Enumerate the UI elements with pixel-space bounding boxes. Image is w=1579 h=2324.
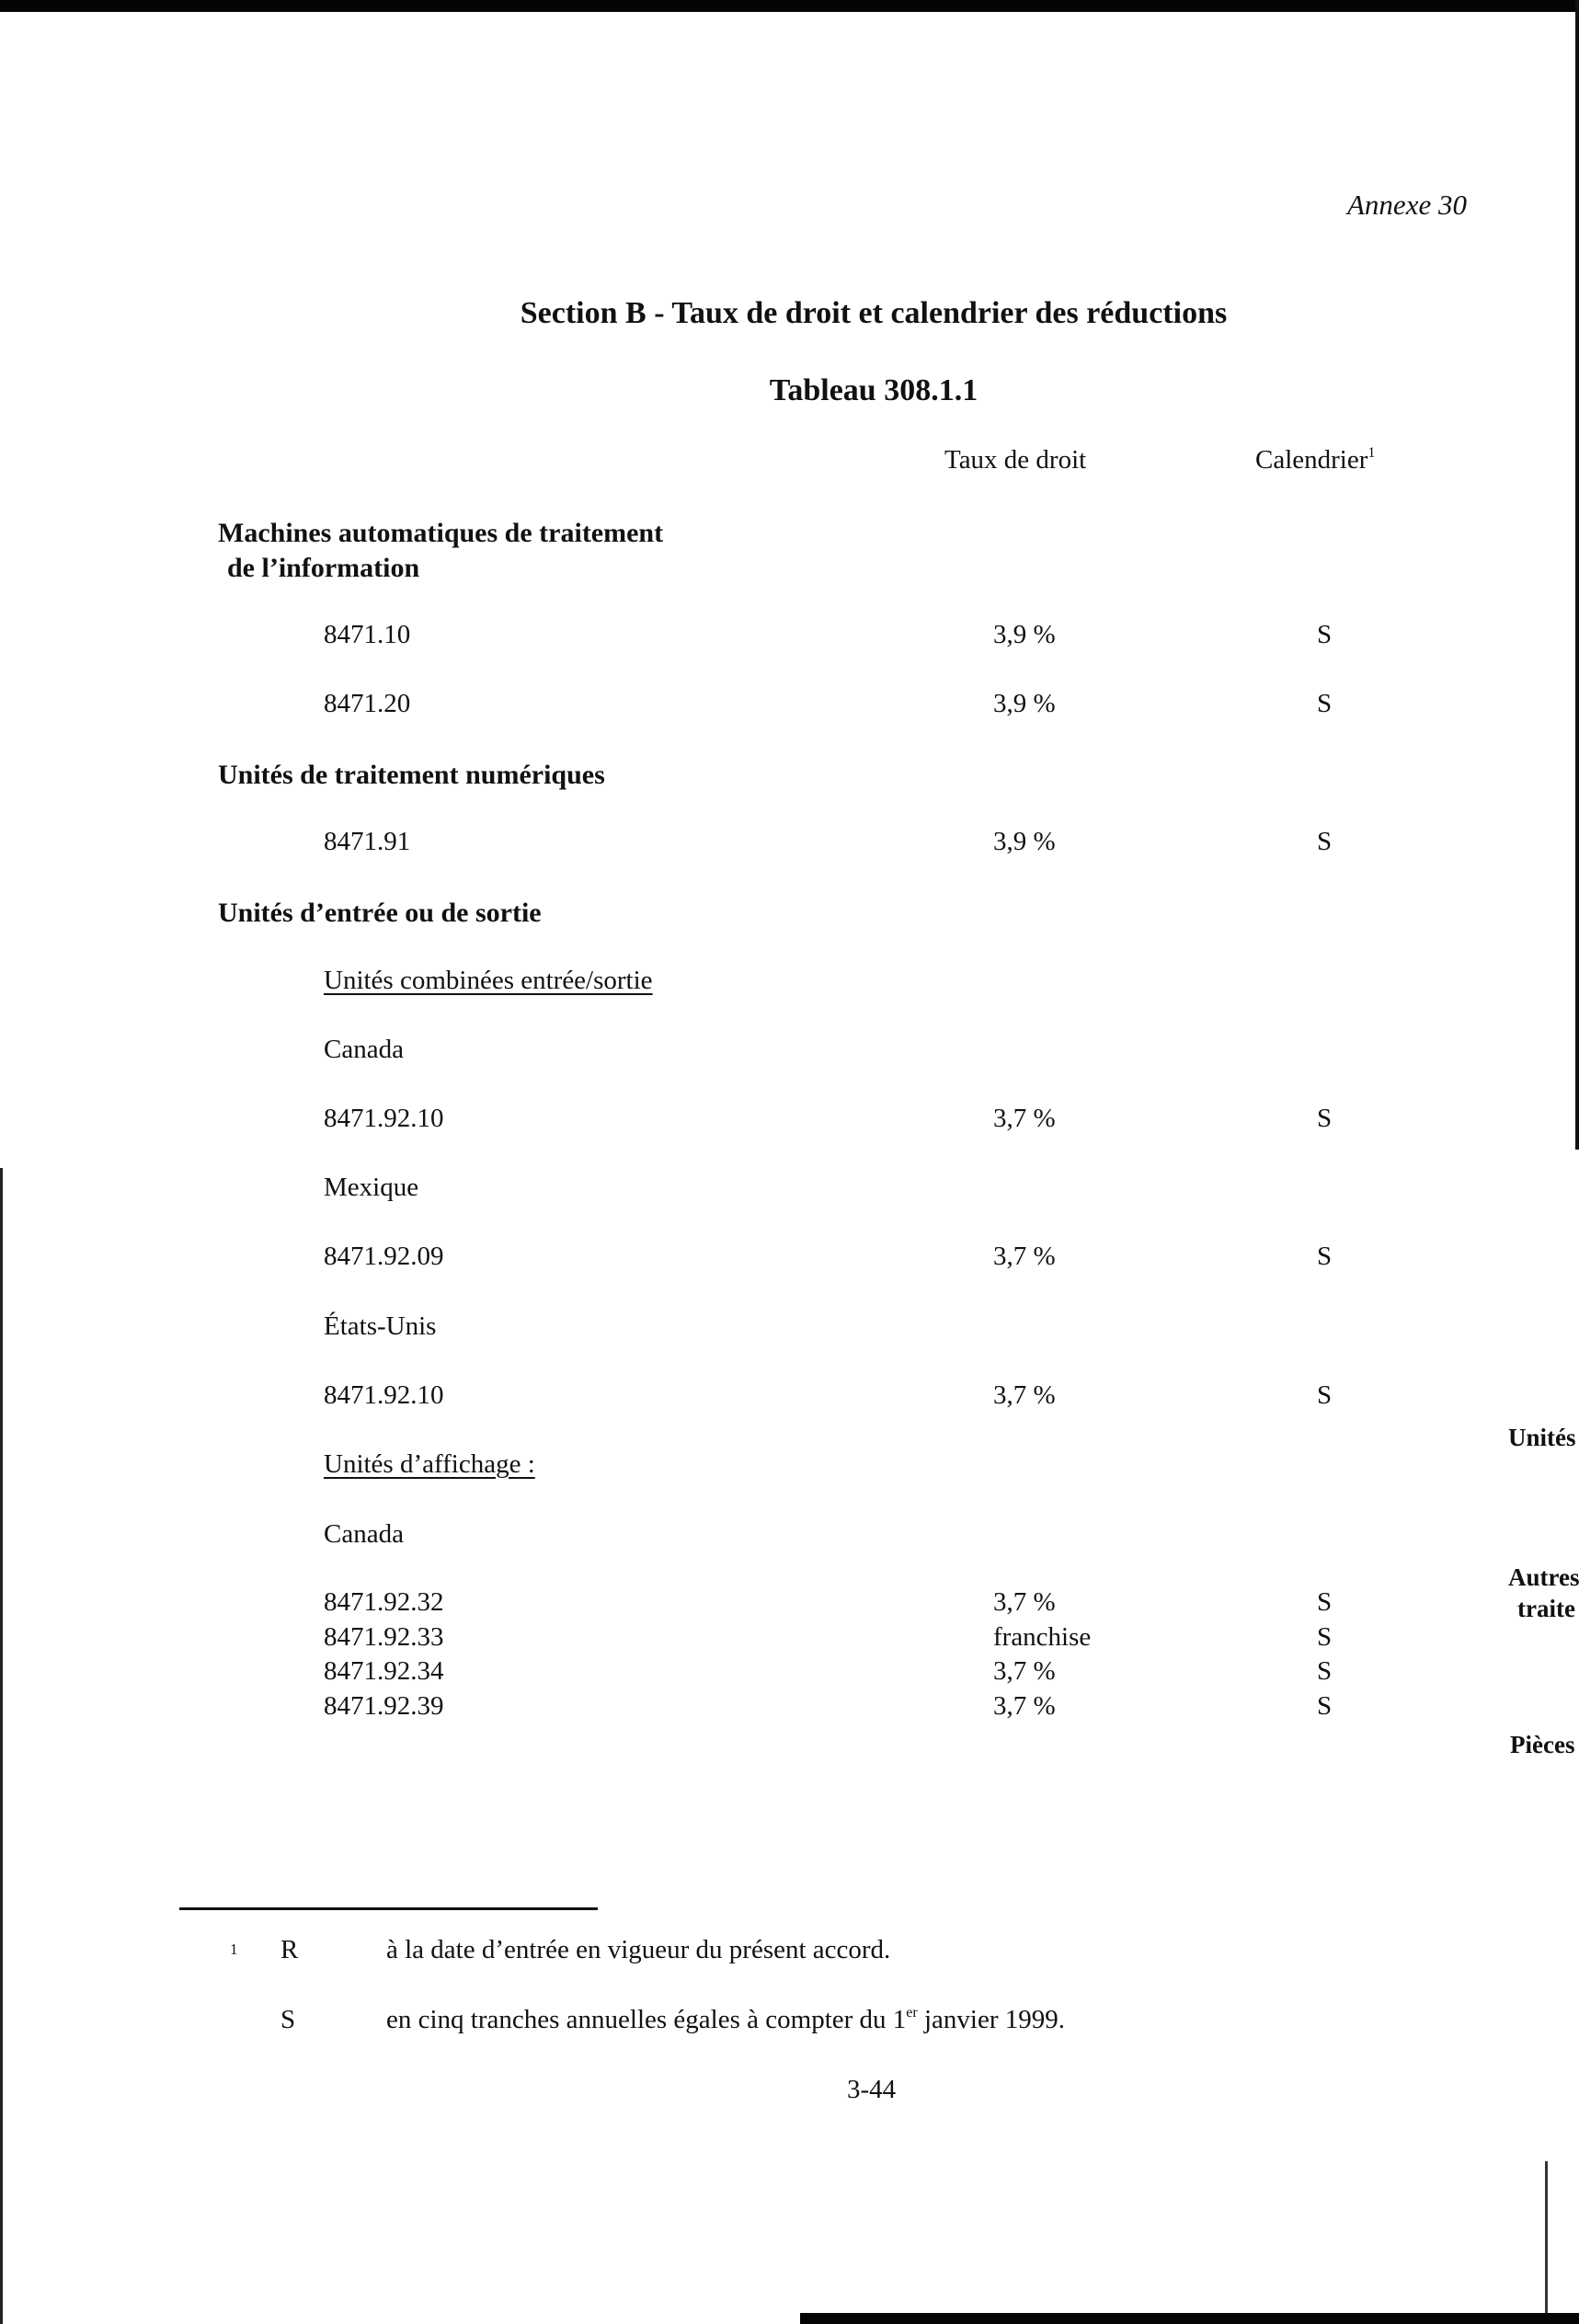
duty-rate: 3,7 % bbox=[993, 1691, 1056, 1721]
footnote-text-r: à la date d’entrée en vigueur du présent accord. bbox=[386, 1935, 891, 1964]
table-row bbox=[0, 827, 1579, 862]
table-row bbox=[0, 1691, 1579, 1726]
schedule-code: S bbox=[1317, 689, 1333, 718]
category-numeric-units: Unités de traitement numériques bbox=[218, 760, 605, 790]
schedule-code: S bbox=[1317, 1691, 1333, 1721]
category-io-units: Unités d’entrée ou de sortie bbox=[218, 898, 542, 928]
duty-rate: franchise bbox=[993, 1622, 1092, 1652]
tariff-code: 8471.92.34 bbox=[324, 1656, 444, 1686]
duty-rate: 3,7 % bbox=[993, 1380, 1056, 1410]
subcategory-combined: Unités combinées entrée/sortie bbox=[324, 966, 653, 995]
country-mexico: Mexique bbox=[324, 1173, 419, 1202]
footnote-rule bbox=[179, 1907, 598, 1910]
footnote-marker: 1 bbox=[230, 1940, 238, 1958]
footnote-key-r: R bbox=[280, 1935, 299, 1964]
tariff-code: 8471.92.39 bbox=[324, 1691, 444, 1721]
scan-border-top bbox=[0, 0, 1579, 12]
section-title: Section B - Taux de droit et calendrier des réductions bbox=[520, 296, 1228, 330]
bleed-through-text: Pièces bbox=[1510, 1731, 1575, 1758]
duty-rate: 3,9 % bbox=[993, 620, 1056, 649]
subcategory-display: Unités d’affichage : bbox=[324, 1449, 535, 1479]
bleed-through-text: Autres traite bbox=[1508, 1563, 1579, 1622]
duty-rate: 3,7 % bbox=[993, 1587, 1056, 1617]
country-canada: Canada bbox=[324, 1519, 404, 1549]
tariff-code: 8471.92.10 bbox=[324, 1104, 444, 1133]
duty-rate: 3,7 % bbox=[993, 1656, 1056, 1686]
schedule-code: S bbox=[1317, 1104, 1333, 1133]
footnote-text-s: en cinq tranches annuelles égales à compter du 1er janvier 1999. bbox=[386, 2005, 1065, 2034]
country-canada: Canada bbox=[324, 1035, 404, 1064]
schedule-code: S bbox=[1317, 1587, 1333, 1617]
tariff-code: 8471.10 bbox=[324, 620, 411, 649]
schedule-code: S bbox=[1317, 1622, 1333, 1652]
tariff-code: 8471.92.10 bbox=[324, 1380, 444, 1410]
column-header-schedule: Calendrier$^1$ bbox=[1255, 445, 1376, 475]
duty-rate: 3,7 % bbox=[993, 1104, 1056, 1133]
table-row bbox=[0, 1656, 1579, 1691]
column-header-rate: Taux de droit bbox=[944, 445, 1087, 475]
table-row bbox=[0, 689, 1579, 724]
table-row bbox=[0, 1104, 1579, 1139]
table-row bbox=[0, 1242, 1579, 1276]
schedule-code: S bbox=[1317, 827, 1333, 856]
scan-border-bottom bbox=[800, 2313, 1579, 2324]
duty-rate: 3,9 % bbox=[993, 827, 1056, 856]
schedule-code: S bbox=[1317, 1380, 1333, 1410]
bleed-through-text: Unités bbox=[1508, 1424, 1576, 1451]
annex-header: Annexe 30 bbox=[1347, 189, 1467, 221]
tariff-code: 8471.92.33 bbox=[324, 1622, 444, 1652]
table-row bbox=[0, 1622, 1579, 1657]
scan-edge-left bbox=[0, 1168, 3, 2324]
table-row bbox=[0, 620, 1579, 655]
tariff-code: 8471.92.32 bbox=[324, 1587, 444, 1617]
table-row bbox=[0, 1380, 1579, 1415]
duty-rate: 3,9 % bbox=[993, 689, 1056, 718]
category-machines: Machines automatiques de traitement de l’information bbox=[218, 518, 664, 583]
duty-rate: 3,7 % bbox=[993, 1242, 1056, 1271]
schedule-code: S bbox=[1317, 1656, 1333, 1686]
footnote-key-s: S bbox=[280, 2005, 296, 2034]
schedule-code: S bbox=[1317, 1242, 1333, 1271]
scan-edge-right bbox=[1575, 0, 1579, 1150]
schedule-code: S bbox=[1317, 620, 1333, 649]
footnote-reference: 1 bbox=[1367, 445, 1376, 461]
page-number: 3-44 bbox=[847, 2075, 897, 2104]
country-usa: États-Unis bbox=[324, 1311, 437, 1341]
table-title: Tableau 308.1.1 bbox=[769, 373, 978, 407]
tariff-code: 8471.92.09 bbox=[324, 1242, 444, 1271]
tariff-code: 8471.20 bbox=[324, 689, 411, 718]
table-row bbox=[0, 1587, 1579, 1622]
tariff-code: 8471.91 bbox=[324, 827, 411, 856]
scan-edge-right-lower bbox=[1545, 2161, 1548, 2313]
